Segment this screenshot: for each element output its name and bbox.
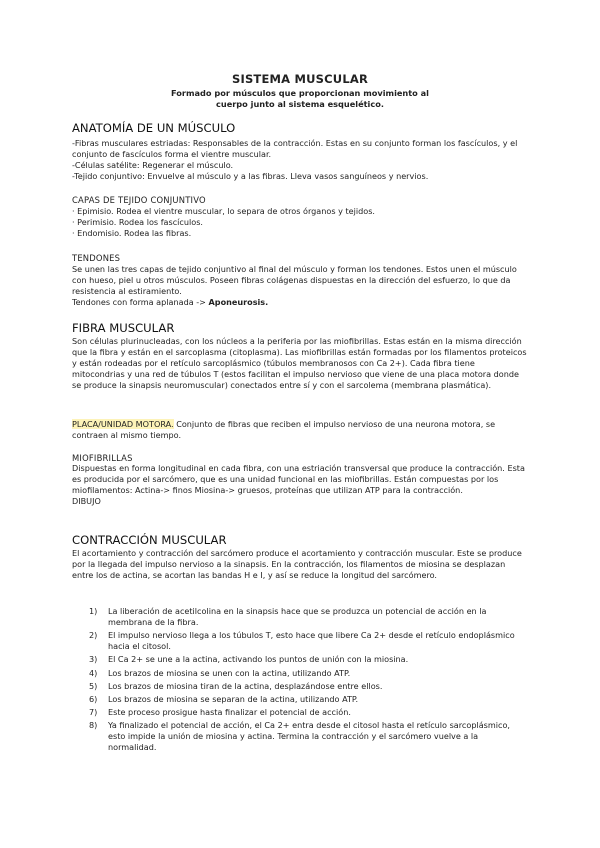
step-number: 2) xyxy=(89,630,98,641)
step-text: El Ca 2+ se une a la actina, activando los puntos de unión con la miosina. xyxy=(108,654,409,665)
contraccion-steps xyxy=(72,606,528,756)
list-item xyxy=(72,654,528,665)
step-text: Los brazos de miosina se unen con la actina, utilizando ATP. xyxy=(108,667,351,678)
step-number: 4) xyxy=(89,667,98,678)
page-title: SISTEMA MUSCULAR xyxy=(231,72,369,86)
heading-miofibrillas: MIOFIBRILLAS xyxy=(72,453,133,463)
step-number: 1) xyxy=(89,606,98,616)
step-number: 8) xyxy=(89,720,98,731)
list-item xyxy=(72,668,528,679)
list-item xyxy=(72,630,528,652)
capas-item-1: · Epimisio. Rodea el vientre muscular, lo separa de otros órganos y tejidos. xyxy=(72,206,376,216)
anatomia-line-3: -Tejido conjuntivo: Envuelve al músculo y a las fibras. Lleva vasos sanguíneos y nervios. xyxy=(72,171,429,182)
page-subtitle xyxy=(150,88,450,110)
tendones-paragraph: Se unen las tres capas de tejido conjuntivo al final del músculo y forman los tendones. Estos unen el músculo con hueso, piel u otros músculos. Poseen fibras colágenas dispuestas en la dirección del esfuerzo, lo que da resistencia al estiramiento. xyxy=(72,264,517,297)
heading-tendones: TENDONES xyxy=(72,253,121,263)
step-text: El impulso nervioso llega a los túbulos T, esto hace que libere Ca 2+ desde el retículo endoplásmico hacia el citosol. xyxy=(108,630,515,652)
miofibrillas-text xyxy=(72,463,528,507)
step-text: Los brazos de miosina tiran de la actina, desplazándose entre ellos. xyxy=(108,680,383,691)
list-item xyxy=(72,606,528,628)
heading-fibra: FIBRA MUSCULAR xyxy=(72,321,175,335)
subtitle-line-2: cuerpo junto al sistema esquelético. xyxy=(216,99,384,109)
heading-capas: CAPAS DE TEJIDO CONJUNTIVO xyxy=(72,195,206,205)
list-item xyxy=(72,681,528,692)
dibujo-label: DIBUJO xyxy=(72,496,101,507)
step-text: Ya finalizado el potencial de acción, el Ca 2+ entra desde el citosol hasta el retículo sarcoplásmico, esto impide la unión de miosina y actina. Termina la contracción y el sarcómero vuelve a la normalidad. xyxy=(108,720,510,753)
placa-motora-definition: Conjunto de fibras que reciben el impulso nervioso de una neurona motora, se contraen al mismo tiempo. xyxy=(72,419,496,441)
capas-item-2: · Perimisio. Rodea los fascículos. xyxy=(72,217,203,228)
placa-motora-text xyxy=(72,419,528,441)
step-number: 3) xyxy=(89,654,98,665)
miofibrillas-paragraph: Dispuestas en forma longitudinal en cada fibra, con una estriación transversal que produce la contracción. Esta es producida por el sarcómero, que es una unidad funcional en las miofibrillas. Están compuestas por los miofilamentos: Actina-> finos Miosina-> gruesos, proteínas que utilizan ATP para la contracción. xyxy=(72,463,525,496)
step-number: 5) xyxy=(89,680,98,691)
anatomia-text xyxy=(72,138,528,182)
step-number: 6) xyxy=(89,693,98,704)
capas-list xyxy=(72,206,528,239)
anatomia-line-2: -Células satélite: Regenerar el músculo. xyxy=(72,160,234,171)
subtitle-line-1: Formado por músculos que proporcionan movimiento al xyxy=(171,88,429,98)
fibra-text: Son células plurinucleadas, con los núcleos a la periferia por las miofibrillas. Estas están en la misma dirección que la fibra y están en el sarcoplasma (citoplasma). Las miofibrillas están formadas por los filamentos proteicos y están rodeadas por el retículo sarcoplásmico (túbulos membranosos con Ca 2+). Cada fibra tiene mitocondrias y una red de túbulos T (estos facilitan el impulso nervioso que viene de una placa motora donde se produce la sinapsis neuromuscular) conectados entre sí y con el sarcolema (membrana plasmática). xyxy=(72,336,527,391)
list-item xyxy=(72,720,528,753)
tendones-text xyxy=(72,264,528,308)
anatomia-line-1: -Fibras musculares estriadas: Responsables de la contracción. Estas en su conjunto forman los fascículos, y el conjunto de fascículos forma el vientre muscular. xyxy=(72,138,518,160)
step-text: Este proceso prosigue hasta finalizar el potencial de acción. xyxy=(108,707,351,718)
tendones-aponeurosis xyxy=(72,297,528,308)
placa-motora-highlight: PLACA/UNIDAD MOTORA. xyxy=(72,419,174,429)
heading-contraccion: CONTRACCIÓN MUSCULAR xyxy=(72,533,227,547)
step-text: La liberación de acetilcolina en la sinapsis hace que se produzca un potencial de acción en la membrana de la fibra. xyxy=(108,606,487,627)
contraccion-text: El acortamiento y contracción del sarcómero produce el acortamiento y contracción muscular. Este se produce por la llegada del impulso nervioso a la sinapsis. En la contracción, los filamentos de miosina se desplazan entre los de actina, se acortan las bandas H e I, y así se reduce la longitud del sarcómero. xyxy=(72,548,522,581)
capas-item-3: · Endomisio. Rodea las fibras. xyxy=(72,228,192,239)
heading-anatomia: ANATOMÍA DE UN MÚSCULO xyxy=(72,121,236,135)
tendones-last-prefix: Tendones con forma aplanada -> xyxy=(72,297,209,308)
list-item xyxy=(72,694,528,705)
aponeurosis-term: Aponeurosis. xyxy=(208,297,269,308)
step-number: 7) xyxy=(89,707,98,718)
list-item xyxy=(72,707,528,718)
step-text: Los brazos de miosina se separan de la actina, utilizando ATP. xyxy=(108,693,359,704)
